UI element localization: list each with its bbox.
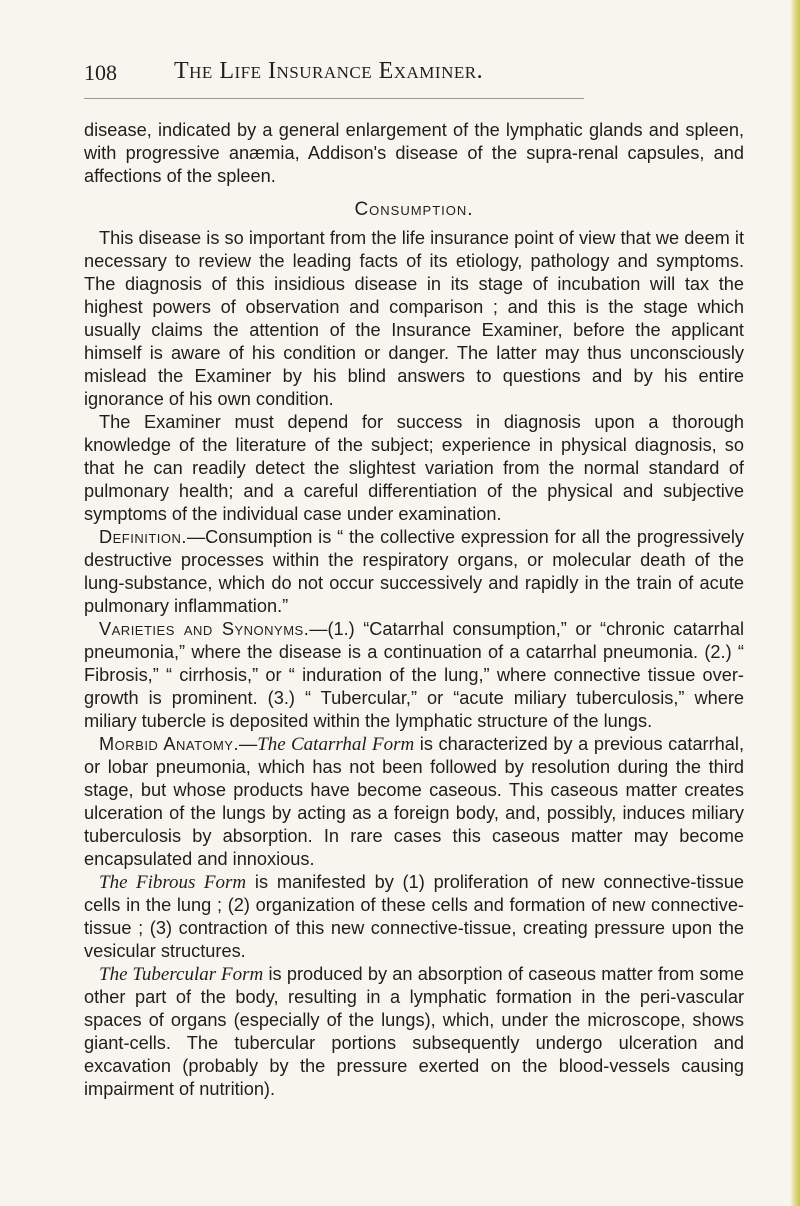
tubercular-form-title: The Tubercular Form [99,964,264,985]
paragraph-continuation: disease, indicated by a general enlargement of the lymphatic glands and spleen, with progressive anæmia, Addison's disease of the supra-renal capsules, and affections of the spleen. [84,120,744,186]
section-heading: Consumption. [354,199,474,220]
definition-lead: Definition. [99,527,187,547]
morbid-anatomy-dash: — [239,734,258,754]
paragraph-intro: This disease is so important from the life insurance point of view that we deem it necessary to review the leading facts of its etiology, pathology and symptoms. The diagnosis of this insidious disease in its stage of incubation will tax the highest powers of observation and comparison ; and this is the stage which usually claims the attention of the Insurance Examiner, before the applicant himself is aware of his condition or danger. The latter may thus unconsciously mislead the Examiner by his blind answers to questions and by his entire ignorance of his own condition. [84,228,744,409]
header-rule [84,98,584,99]
catarrhal-form-title: The Catarrhal Form [257,734,415,755]
running-head [84,58,744,94]
paragraph-varieties [84,618,744,733]
page-edge [790,0,800,1206]
paragraph-examiner: The Examiner must depend for success in diagnosis upon a thorough knowledge of the literature of the subject; experience in physical diagnosis, so that he can readily detect the slightest variation from the normal standard of pulmonary health; and a careful differentiation of the physical and subjective symptoms of the individual case under examination. [84,412,744,524]
body-text [84,119,744,1101]
paragraph-fibrous-form [84,871,744,963]
varieties-lead: Varieties and Synonyms. [99,619,310,639]
catarrhal-form-text: is characterized by a previous catarrhal, or lobar pneumonia, which has not been followed by resolution during the third stage, but whose products have become caseous. This caseous matter creates ulceration of the lungs by acting as a foreign body, and, possibly, induces miliary tuberculosis by absorption. In rare cases this caseous matter may become encapsulated and innoxious. [84,734,744,869]
fibrous-form-text: is manifested by (1) proliferation of new connective-tissue cells in the lung ; (2) organization of these cells and formation of new connective-tissue ; (3) contraction of this new connective-tissue, creating pressure upon the vesicular structures. [84,872,744,961]
tubercular-form-text: is produced by an absorption of caseous matter from some other part of the body, resulting in a lymphatic formation in the peri-vascular spaces of organs (especially of the lungs), which, under the microscope, shows giant-cells. The tubercular portions subsequently undergo ulceration and excavation (probably by the pressure exerted on the blood-vessels causing impairment of nutrition). [84,964,744,1099]
paragraph-morbid-anatomy [84,733,744,871]
morbid-anatomy-lead: Morbid Anatomy. [99,734,240,754]
paragraph-definition [84,526,744,618]
fibrous-form-title: The Fibrous Form [99,872,247,893]
paragraph-tubercular-form [84,963,744,1101]
definition-text: —Consumption is “ the collective expression for all the progressively destructive processes within the respiratory organs, or molecular death of the lung-substance, which do not occur successively and rapidly in the train of acute pulmonary inflammation.” [84,527,744,616]
varieties-text: —(1.) “Catarrhal consumption,” or “chronic catarrhal pneumonia,” where the disease is a continuation of a catarrhal pneumonia. (2.) “ Fibrosis,” “ cirrhosis,” or “ induration of the lung,” where connective tissue over-growth is prominent. (3.) “ Tubercular,” or “acute miliary tuberculosis,” where miliary tubercle is deposited within the lymphatic structure of the lungs. [84,619,744,731]
running-title: The Life Insurance Examiner. [174,58,484,84]
page-number: 108 [84,60,117,85]
